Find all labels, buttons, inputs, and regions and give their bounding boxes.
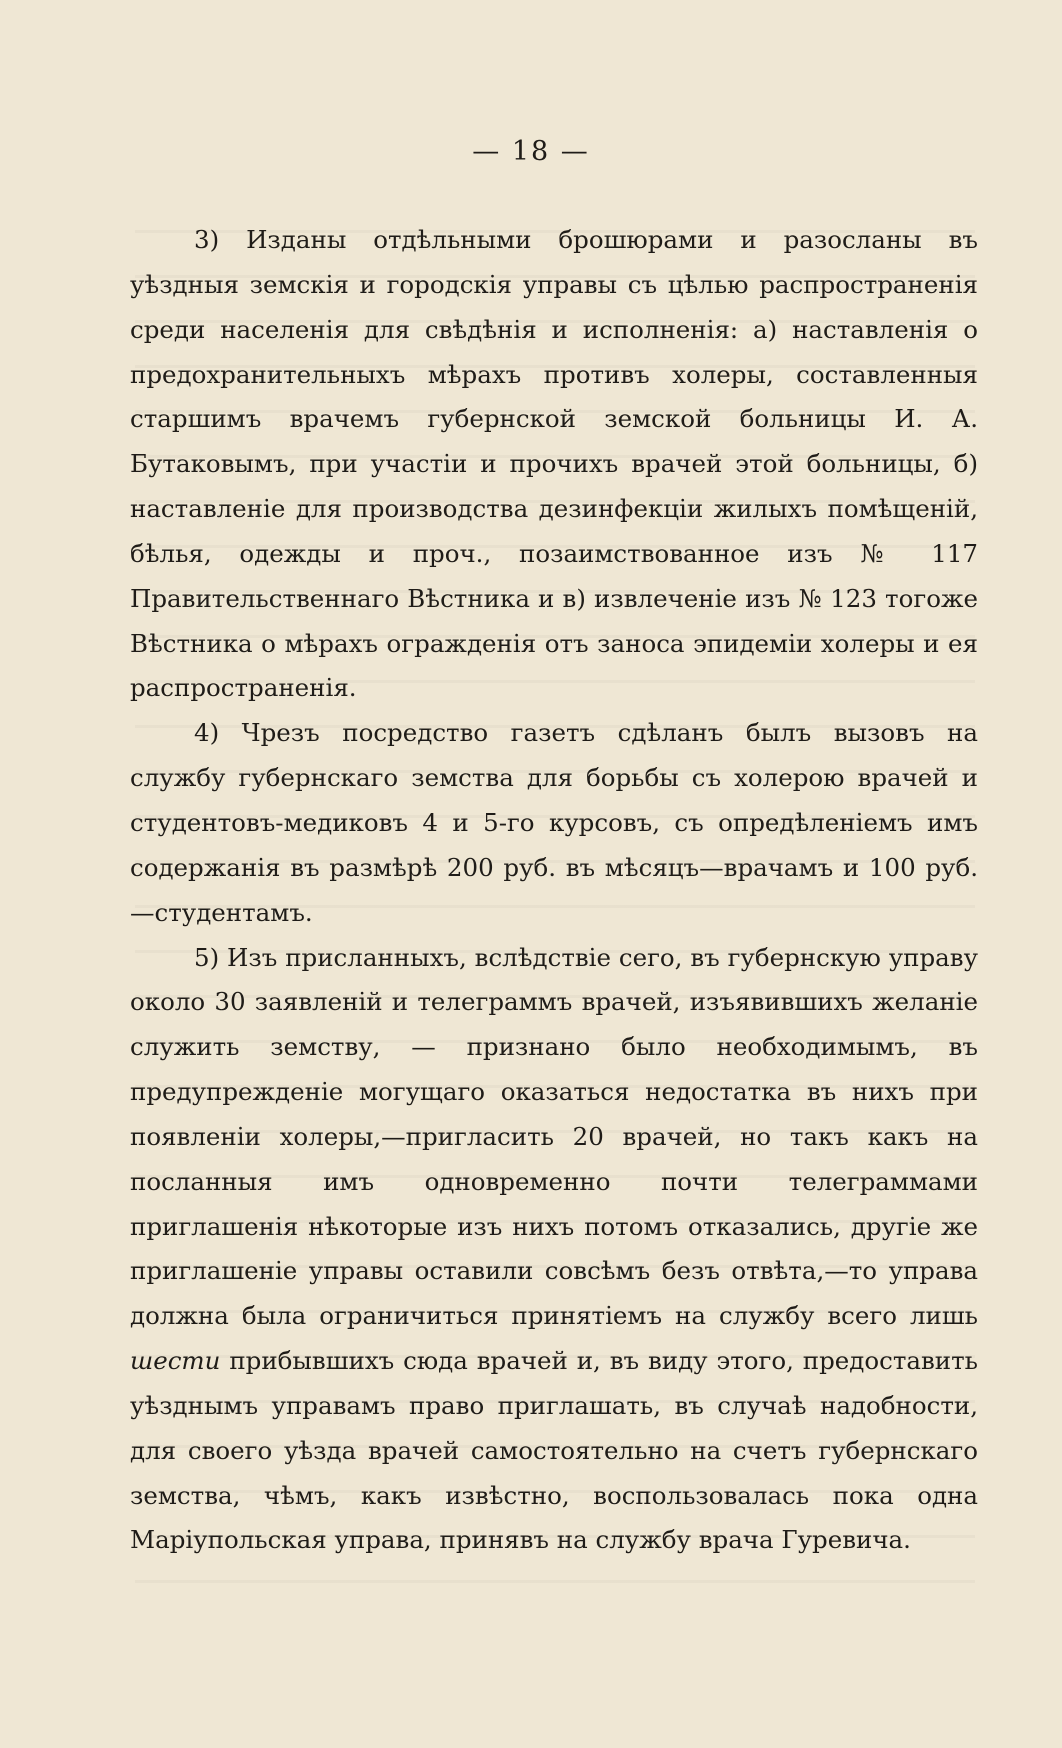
paragraph-item-5 <box>130 936 978 1564</box>
paragraph-item-5-before: 5) Изъ присланныхъ, вслѣдствіе сего, въ губернскую управу около 30 заявленій и телеграммъ врачей, изъявившихъ желаніе служить земству, — признано было необходимымъ, въ предупрежденіе могущаго оказаться недостатка въ нихъ при появленіи холеры,—пригласить 20 врачей, но такъ какъ на посланныя имъ одновременно почти телеграммами приглашенія нѣкоторые изъ нихъ потомъ отказались, другіе же приглашеніе управы оставили совсѣмъ безъ отвѣта,—то управа должна была ограничиться принятіемъ на службу всего лишь <box>130 942 978 1331</box>
paragraph-item-4: 4) Чрезъ посредство газетъ сдѣланъ былъ вызовъ на службу губернскаго земства для борьбы съ холерою врачей и студентовъ-медиковъ 4 и 5-го курсовъ, съ опредѣленіемъ имъ содержанія въ размѣрѣ 200 руб. въ мѣсяцъ—врачамъ и 100 руб.—студентамъ. <box>130 718 978 927</box>
paragraph-item-5-after: прибывшихъ сюда врачей и, въ виду этого, предоставить уѣзднымъ управамъ право приглашать, въ случаѣ надобности, для своего уѣзда врачей самостоятельно на счетъ губернскаго земства, чѣмъ, какъ извѣстно, воспользовалась пока одна Маріупольская управа, принявъ на службу врача Гуревича. <box>130 1346 978 1555</box>
paragraph-item-3: 3) Изданы отдѣльными брошюрами и разосланы въ уѣздныя земскія и городскія управы съ цѣлью распространенія среди населенія для свѣдѣнія и исполненія: а) наставленія о предохранительныхъ мѣрахъ противъ холеры, составленныя старшимъ врачемъ губернской земской больницы И. А. Бутаковымъ, при участіи и прочихъ врачей этой больницы, б) наставленіе для производства дезинфекціи жилыхъ помѣщеній, бѣлья, одежды и проч., позаимствованное изъ № 117 Правительственнаго Вѣстника и в) извлеченіе изъ № 123 тогоже Вѣстника о мѣрахъ огражденія отъ заноса эпидеміи холеры и ея распространенія. <box>130 225 978 703</box>
page-number: — 18 — <box>472 136 590 167</box>
emphasized-word: шести <box>130 1346 221 1376</box>
page-body <box>130 218 978 1563</box>
